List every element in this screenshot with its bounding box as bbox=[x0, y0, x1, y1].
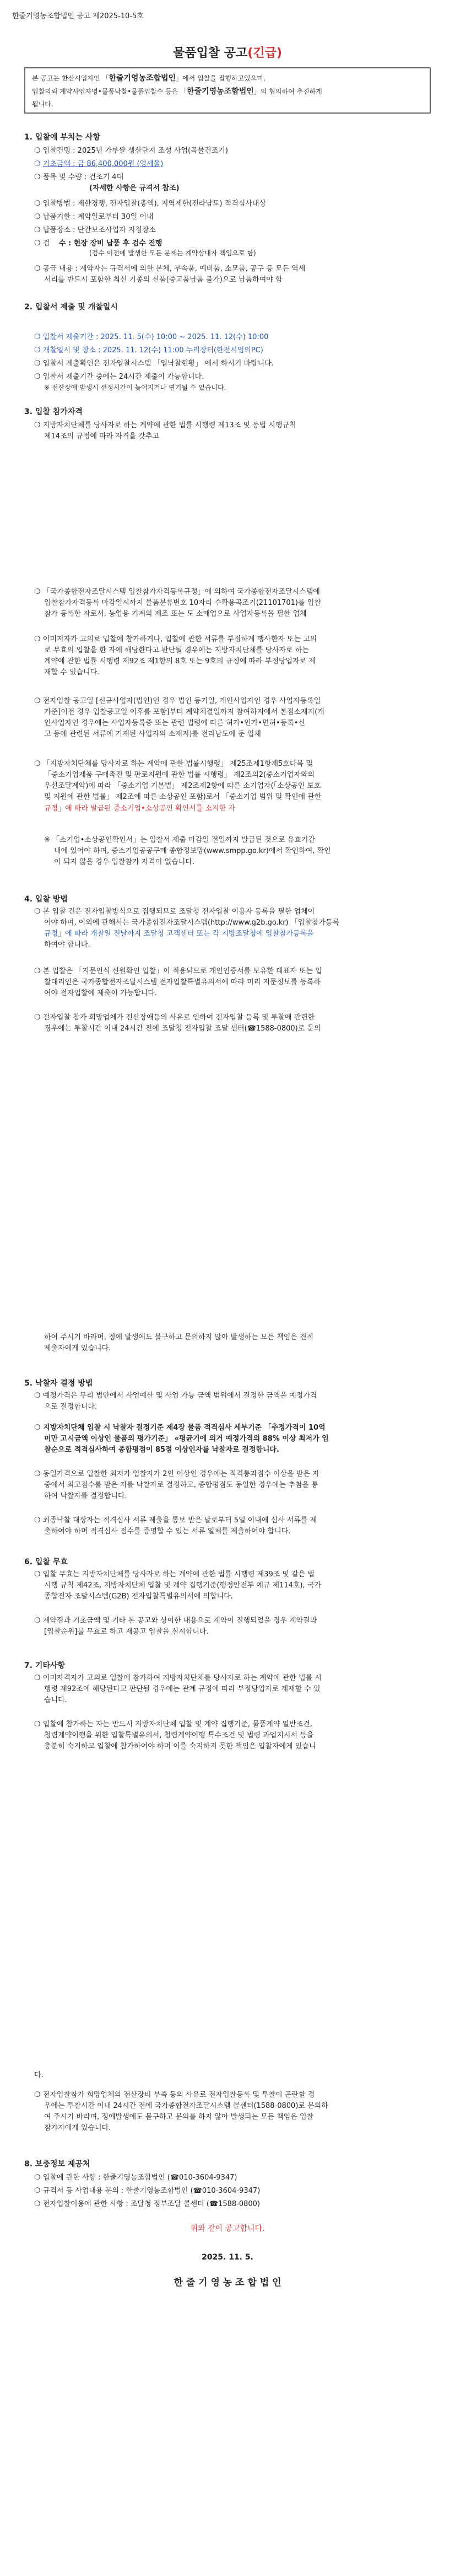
section-4-heading: 4. 입찰 방법 bbox=[24, 895, 68, 904]
section-2-heading: 2. 입찰서 제출 및 개찰일시 bbox=[24, 303, 118, 312]
doc-number: 한줄기영농조합법인 공고 제2025-10-5호 bbox=[12, 12, 144, 20]
s7-p2-cont: 다. bbox=[34, 2071, 44, 2079]
s1-item-name: ❍ 입찰건명 : 2025년 가루쌀 생산단지 조성 사업(곡물건조기) bbox=[34, 147, 228, 155]
s3-p2: ❍ 「국가종합전자조달시스템 입찰참가자격등록규정」에 의하여 국가종합전자조달시스템에 입찰참가자격등록 마감일시까지 물품분류번호 10자리 수확용곡조기(21101701)를 입찰 참가 등록한 자로서, 농업용 기계의 제조 또는 도 소매업으로 사업자등록을 필한 업체 bbox=[34, 588, 321, 619]
title-main: 물품입찰 공고 bbox=[173, 46, 248, 60]
s3-p3: ❍ 이미지자가 고의로 입찰에 참가하거나, 입찰에 관한 서류를 부정하게 행사한자 또는 고의 로 무효의 입찰을 한 자에 해당한다고 판단될 경우에는 지방자치단체를 당사자로 하는 계약에 관한 법률 시행령 제92조 제1항의 8호 또는 9호의 규정에 따라 부정당업자로 제 재할 수 있습니다. bbox=[34, 635, 317, 677]
s2-opening: ❍ 개찰일시 및 장소 : 2025. 11. 12(수) 11:00 누리장터(한전시엄의PC) bbox=[34, 346, 263, 355]
s5-p4: ❍ 최종낙찰 대상자는 적격심사 서류 제출을 통보 받은 날로부터 5일 이내에 심사 서류를 제 출하여야 하며 적격심사 점수를 증명할 수 있는 서류 일체를 제출하여야 합니다. bbox=[34, 1516, 317, 1536]
closing-date: 2025. 11. 5. bbox=[202, 2253, 253, 2262]
s1-item-supply-cont: 서리를 반드시 포함한 최신 기종의 신품(중고품납품 불가)으로 납품하여야 함 bbox=[44, 276, 283, 284]
s3-p5: ❍ 「지방자치단체를 당사자로 하는 계약에 관한 법률시행령」 제25조제1항제5호다목 및 「중소기업제품 구매촉진 및 판로지원에 관한 법률 시행령」 제2조의2(중소기업자와의 우선조달계약)에 따라 「중소기업 기본법」 제2조제2항에 따른 소기업자(「소상공인 보호 및 지원에 관한 법률」 제2조에 따른 소상공인 포함)로서 「중소기업 범위 및 확인에 관한 규정」에 따라 발급된 중소기업•소상공인 확인서를 소지한 자 bbox=[34, 760, 322, 813]
s4-p1: ❍ 본 입찰 건은 전자입찰방식으로 집행되므로 조달청 전자입찰 이용자 등록을 필한 업체이 어야 하며, 이외에 관해서는 국가종합전자조달시스템(http://www.g2b.go.kr) 「입찰참가등록 규정」에 따라 개찰일 전날까지 조달청 고객센터 또는 각 지방조달청에 입찰참가등록을 하여야 합니다. bbox=[34, 908, 340, 949]
s1-item-base-price: ❍ 기초금액 : 금 86,400,000원 (영세율) bbox=[34, 160, 164, 168]
section-8-heading: 8. 보충정보 제공처 bbox=[24, 2160, 90, 2169]
s7-p1: ❍ 이미자격자가 고의로 입찰에 참가하여 지방자치단체를 당사자로 하는 계약에 관한 법률 시 행령 제92조에 해당된다고 판단될 경우에는 관계 규정에 따라 부정당업자로 제재할 수 있 습니다. bbox=[34, 1674, 322, 1705]
s5-p3: ❍ 동일가격으로 입찰한 최저가 입찰자가 2인 이상인 경우에는 적격통과점수 이상을 받은 자 중에서 최고점수를 받은 자를 낙찰자로 결정하고, 종합평점도 동일한 경우에는 추첨을 통 하여 낙찰자를 결정합니다. bbox=[34, 1470, 319, 1501]
closing-statement: 위와 같이 공고합니다. bbox=[190, 2224, 265, 2233]
s5-p2: ❍ 지방자치단체 입찰 시 낙찰자 결정기준 제4장 물품 적격심사 세부기준 「추정가격이 10억 미만 고시금액 이상인 물품의 평가기준」 «평균기에 의거 예정가격의 88% 이상 최저가 입 찰순으로 적격심사하여 종합평점이 85점 이상인자를 낙찰자로 결정합니다. bbox=[34, 1424, 329, 1455]
intro-line-2: 입찰의뢰 계약사업자명•물품낙찰•물품입찰수 등은 「한줄기영농조합법인」의 협의하여 추진하게 bbox=[32, 87, 322, 96]
s1-note-spec: (자세한 사항은 규격서 참조) bbox=[89, 184, 180, 192]
s6-p2: ❍ 계약결과 기초금액 및 기타 본 공고와 상이한 내용으로 계약이 진행되었을 경우 계약결과 [입찰순위]를 무효로 하고 재공고 입찰을 실시합니다. bbox=[34, 1617, 317, 1636]
s6-p1: ❍ 입찰 무효는 지방자치단체를 당사자로 하는 계약에 관한 법률 시행령 제39조 및 같은 법 시행 규칙 제42조, 지방자치단체 입찰 및 계약 집행기준(행정안전부 예규 제114호), 국가 종합전자 조달시스템(G2B) 전자입찰특별유의서에 의합니다. bbox=[34, 1570, 321, 1601]
section-6-heading: 6. 입찰 무효 bbox=[24, 1558, 68, 1566]
title-urgent: (긴급) bbox=[247, 46, 282, 60]
s1-item-method: ❍ 입찰방법 : 제한경쟁, 전자입찰(총액), 지역제한(전라남도) 적격심사대상 bbox=[34, 200, 267, 208]
s3-p1: ❍ 지방자치단체를 당사자로 하는 계약에 관한 법률 시행령 제13조 및 동법 시행규칙 bbox=[34, 421, 296, 430]
s4-p2: ❍ 본 입찰은 「지문인식 신원확인 입찰」이 적용되므로 개인인증서를 보유한 대표자 또는 입 찰대리인은 국가종합전자조달시스템 전자입찰특별유의서에 따라 미리 지문정보를 등록하 여야 전자입찰에 제출이 가능합니다. bbox=[34, 967, 322, 998]
s4-p3: ❍ 전자입찰 참가 희망업체가 전산장애등의 사유로 인하여 전자입찰 등록 및 투찰에 관련한 경우에는 투찰시간 이내 24시간 전에 조달청 전자입찰 조달 센터(☎1588-0800)로 문의 bbox=[34, 1013, 321, 1033]
s1-item-place: ❍ 납품장소 : 단간보조사업자 지정장소 bbox=[34, 226, 156, 234]
section-1-heading: 1. 입찰에 부치는 사항 bbox=[24, 133, 100, 142]
s2-submit-period: ❍ 입찰서 제출기간 : 2025. 11. 5(수) 10:00 ~ 2025. 11. 12(수) 10:00 bbox=[34, 333, 269, 341]
intro-line-3: 됩니다. bbox=[32, 100, 53, 108]
s1-item-deadline: ❍ 납품기한 : 계약일로부터 30일 이내 bbox=[34, 213, 154, 221]
s3-p4: ❍ 전자입찰 공고일 [신규사업자(법인)인 경우 법인 등기일, 개인사업자인 경우 사업자등록일 가준]이전 경우 입찰공고일 이후를 포함]부터 계약체결일까지 참여하지에서 본점소재지(개 인사업자인 경우에는 사업자등록증 또는 관련 법령에 따른 허가•인가•면허•등록•신 고 등에 관련된 서류에 기재된 사업자의 소재지)를 전라남도에 둔 업체 bbox=[34, 697, 324, 739]
s5-p1: ❍ 예정가격은 무리 법안에서 사업예산 및 사업 가능 금액 범위에서 결정한 금액을 예정가격 으로 결정합니다. bbox=[34, 1392, 317, 1412]
s7-p3: ❍ 전자입찰참가 희망업체의 전산장비 부족 등의 사유로 전자입찰등록 및 투찰이 곤란할 경 우에는 투찰시간 이내 24시간 전에 국가종합전자조달시스템 콜센터(1588-0800)로 문의하 여 주시기 바라며, 정에발생에도 불구하고 문의를 하지 않아 발생되는 모든 책임은 입찰 참가자에게 있습니다. bbox=[34, 2091, 328, 2133]
s2-confirm: ❍ 입찰서 제출확인은 전자입찰시스템 「입낙찰현황」 에서 하시기 바랍니다. bbox=[34, 359, 274, 368]
section-5-heading: 5. 낙찰자 결정 방법 bbox=[24, 1379, 93, 1388]
s8-item-e-bid: ❍ 전자입찰이용에 관한 사항 : 조달청 정부조달 콜센터 (☎1588-0800) bbox=[34, 2200, 261, 2208]
s1-inspection-note: (검수 이전에 발생한 모든 문제는 계약상대자 책임으로 함) bbox=[89, 249, 256, 257]
s8-item-bid: ❍ 입찰에 관한 사항 : 한줄기영농조합법인 (☎010-3604-9347) bbox=[34, 2174, 237, 2182]
s1-item-supply: ❍ 공급 내용 : 계약자는 규격서에 의한 본체, 부속품, 예비품, 소모품, 공구 등 모든 역세 bbox=[34, 265, 306, 273]
s7-p2: ❍ 입찰에 참가하는 자는 반드시 지방자치단체 입찰 및 계약 집행기준, 물품계약 일반조건, 청렴계약이행을 위한 입찰특별유의서, 청렴계약이행 특수조건 및 법령 과업지시서 등을 충분히 숙지하고 입찰에 참가하여야 하며 이를 숙지하지 못한 책임은 입찰자에게 있습니 bbox=[34, 1720, 316, 1751]
s8-item-spec: ❍ 규격서 등 사업내용 문의 : 한줄기영농조합법인 (☎010-3604-9347) bbox=[34, 2187, 261, 2195]
s4-p3-cont: 하여 주시기 바라며, 정에 발생에도 불구하고 문의하지 않아 발생하는 모든 책임은 견적 제출자에게 있습니다. bbox=[44, 1333, 314, 1353]
intro-line-1: 본 공고는 한산시업자인 「한줄기영농조합법인」에서 입찰을 집행하고있으며, bbox=[32, 74, 266, 83]
s3-p6: ※ 「소기업•소상공인확인서」는 입찰서 제출 마감일 전일까지 발급된 것으로 유효기간 내에 있어야 하며, 중소기업공공구매 종합정보망(www.smpp.go.kr)에서 확인하여, 확인 이 되지 않을 경우 입찰참가 자격이 없습니다. bbox=[44, 836, 331, 867]
s1-item-inspection: ❍ 검 수 : 현장 장비 납품 후 검수 진행 bbox=[34, 239, 162, 248]
s2-24h: ❍ 입찰서 제출기간 중에는 24시간 제출이 가능합니다. bbox=[34, 373, 204, 381]
page-title bbox=[0, 46, 455, 61]
section-3-heading: 3. 입찰 참가자격 bbox=[24, 407, 83, 416]
s2-note: ※ 전산장애 발생시 선정시간이 늦어지거나 연기될 수 있습니다. bbox=[44, 384, 226, 391]
s1-item-qty: ❍ 품목 및 수량 : 건조기 4대 bbox=[34, 173, 124, 181]
s3-p1-cont: 제14조의 규정에 따라 자격을 갖추고 bbox=[44, 432, 159, 441]
closing-org: 한 줄 기 영 농 조 합 법 인 bbox=[174, 2277, 281, 2288]
section-7-heading: 7. 기타사항 bbox=[24, 1661, 66, 1670]
